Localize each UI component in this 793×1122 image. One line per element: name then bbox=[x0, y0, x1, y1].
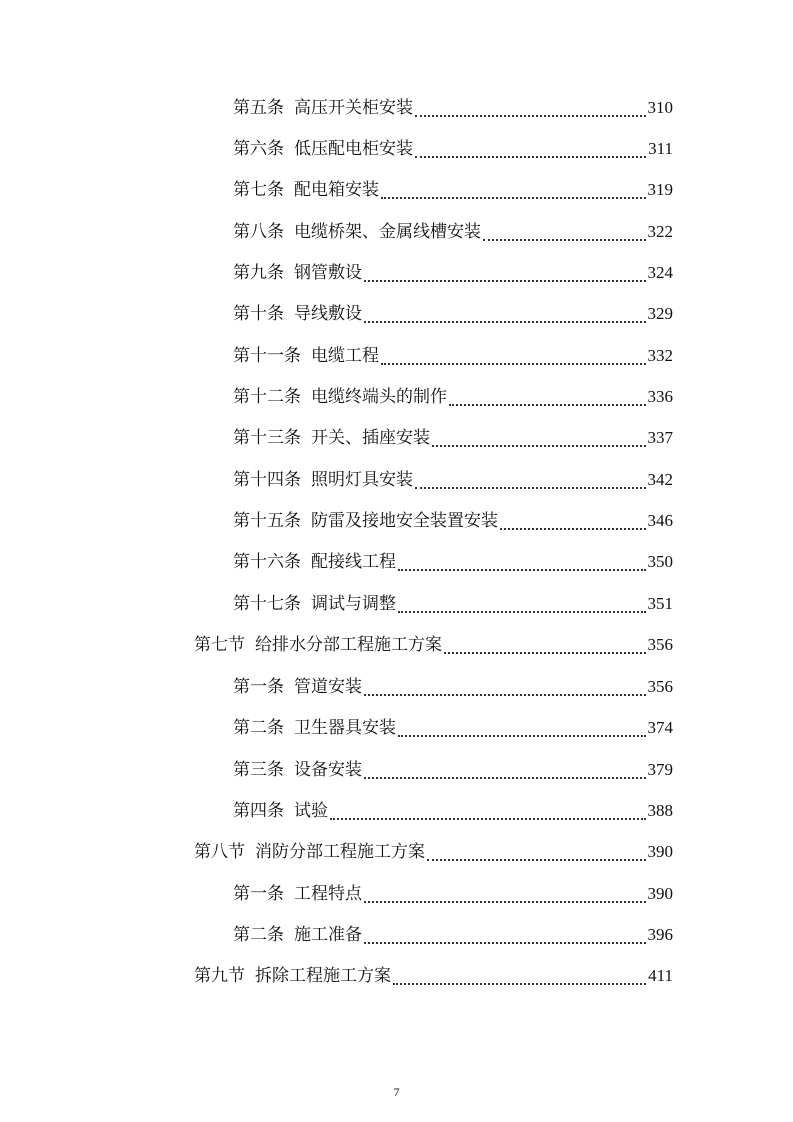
toc-entry-title: 电缆工程 bbox=[311, 346, 379, 366]
toc-entry-label: 第九条 bbox=[233, 263, 284, 283]
toc-leader-dots bbox=[364, 942, 646, 944]
toc-entry[interactable] bbox=[233, 420, 673, 456]
toc-entry[interactable] bbox=[233, 462, 673, 498]
toc-leader-dots bbox=[364, 321, 646, 323]
toc-entry-page: 396 bbox=[647, 925, 673, 944]
toc-entry-page: 388 bbox=[647, 801, 673, 820]
toc-entry-title: 电缆终端头的制作 bbox=[311, 387, 447, 407]
toc-entry-page: 351 bbox=[647, 594, 673, 613]
toc-leader-dots bbox=[364, 280, 646, 282]
toc-entry[interactable] bbox=[233, 876, 673, 912]
toc-leader-dots bbox=[381, 363, 646, 365]
toc-entry-label: 第十三条 bbox=[233, 428, 301, 448]
toc-entry-page: 356 bbox=[647, 635, 673, 654]
toc-leader-dots bbox=[393, 983, 646, 985]
toc-entry[interactable] bbox=[233, 255, 673, 291]
toc-entry-title: 钢管敷设 bbox=[294, 263, 362, 283]
toc-leader-dots bbox=[415, 487, 646, 489]
toc-entry-title: 防雷及接地安全装置安装 bbox=[311, 511, 498, 531]
toc-entry-page: 310 bbox=[647, 98, 673, 117]
toc-leader-dots bbox=[398, 735, 646, 737]
toc-entry-title: 配电箱安装 bbox=[294, 180, 379, 200]
toc-entry-title: 低压配电柜安装 bbox=[294, 139, 413, 159]
toc-entry-title: 消防分部工程施工方案 bbox=[255, 842, 425, 862]
toc-leader-dots bbox=[364, 694, 646, 696]
toc-entry-page: 346 bbox=[647, 511, 673, 530]
toc-leader-dots bbox=[483, 239, 646, 241]
toc-entry-page: 329 bbox=[647, 304, 673, 323]
toc-entry-label: 第六条 bbox=[233, 139, 284, 159]
toc-entry-title: 设备安装 bbox=[294, 760, 362, 780]
toc-entry-label: 第十一条 bbox=[233, 346, 301, 366]
toc-entry-title: 高压开关柜安装 bbox=[294, 98, 413, 118]
toc-leader-dots bbox=[381, 197, 646, 199]
toc-entry-page: 411 bbox=[648, 966, 673, 985]
toc-leader-dots bbox=[449, 404, 646, 406]
toc-entry[interactable] bbox=[233, 296, 673, 332]
toc-entry-label: 第九节 bbox=[194, 966, 245, 986]
toc-entry-label: 第一条 bbox=[233, 677, 284, 697]
toc-entry-title: 施工准备 bbox=[294, 925, 362, 945]
toc-entry-page: 337 bbox=[647, 428, 673, 447]
toc-entry-label: 第十条 bbox=[233, 304, 284, 324]
toc-entry-page: 332 bbox=[647, 346, 673, 365]
toc-entry-page: 342 bbox=[647, 470, 673, 489]
toc-entry-label: 第十六条 bbox=[233, 552, 301, 572]
toc-entry-label: 第十四条 bbox=[233, 470, 301, 490]
toc-entry-label: 第八节 bbox=[194, 842, 245, 862]
toc-entry-page: 324 bbox=[647, 263, 673, 282]
toc-entry-page: 350 bbox=[647, 552, 673, 571]
toc-entry-page: 322 bbox=[647, 222, 673, 241]
toc-section-entry[interactable] bbox=[194, 627, 673, 663]
toc-leader-dots bbox=[364, 901, 646, 903]
toc-entry-title: 卫生器具安装 bbox=[294, 718, 396, 738]
toc-entry[interactable] bbox=[233, 338, 673, 374]
toc-entry-page: 311 bbox=[648, 139, 673, 158]
toc-entry-page: 390 bbox=[647, 884, 673, 903]
toc-entry-label: 第八条 bbox=[233, 222, 284, 242]
toc-entry-title: 配接线工程 bbox=[311, 552, 396, 572]
toc-entry-label: 第七条 bbox=[233, 180, 284, 200]
toc-entry-page: 319 bbox=[647, 180, 673, 199]
toc-section-entry[interactable] bbox=[194, 958, 673, 994]
toc-entry[interactable] bbox=[233, 214, 673, 250]
toc-entry[interactable] bbox=[233, 379, 673, 415]
toc-section-entry[interactable] bbox=[194, 834, 673, 870]
toc-leader-dots bbox=[500, 528, 646, 530]
toc-leader-dots bbox=[398, 569, 646, 571]
toc-entry[interactable] bbox=[233, 172, 673, 208]
toc-entry[interactable] bbox=[233, 90, 673, 126]
toc-entry-page: 336 bbox=[647, 387, 673, 406]
toc-entry[interactable] bbox=[233, 586, 673, 622]
toc-entry-title: 拆除工程施工方案 bbox=[255, 966, 391, 986]
toc-entry[interactable] bbox=[233, 669, 673, 705]
toc-entry-label: 第五条 bbox=[233, 98, 284, 118]
toc-entry[interactable] bbox=[233, 131, 673, 167]
toc-entry-title: 管道安装 bbox=[294, 677, 362, 697]
toc-entry-label: 第七节 bbox=[194, 635, 245, 655]
toc-entry-title: 导线敷设 bbox=[294, 304, 362, 324]
toc-entry[interactable] bbox=[233, 917, 673, 953]
toc-entry-title: 试验 bbox=[294, 801, 328, 821]
toc-entry-label: 第十七条 bbox=[233, 594, 301, 614]
toc-leader-dots bbox=[398, 611, 646, 613]
toc-entry-label: 第一条 bbox=[233, 884, 284, 904]
toc-entry-label: 第十五条 bbox=[233, 511, 301, 531]
toc-entry-page: 356 bbox=[647, 677, 673, 696]
toc-entry[interactable] bbox=[233, 793, 673, 829]
toc-entry-page: 374 bbox=[647, 718, 673, 737]
toc-leader-dots bbox=[415, 156, 646, 158]
toc-entry-label: 第十二条 bbox=[233, 387, 301, 407]
toc-leader-dots bbox=[330, 818, 646, 820]
toc-leader-dots bbox=[444, 652, 646, 654]
toc-entry-title: 调试与调整 bbox=[311, 594, 396, 614]
toc-leader-dots bbox=[415, 115, 646, 117]
toc-entry-title: 给排水分部工程施工方案 bbox=[255, 635, 442, 655]
toc-leader-dots bbox=[364, 777, 646, 779]
toc-entry[interactable] bbox=[233, 710, 673, 746]
toc-entry-title: 开关、插座安装 bbox=[311, 428, 430, 448]
toc-entry-title: 电缆桥架、金属线槽安装 bbox=[294, 222, 481, 242]
toc-entry-label: 第四条 bbox=[233, 801, 284, 821]
toc-entry-label: 第二条 bbox=[233, 718, 284, 738]
toc-entry-label: 第三条 bbox=[233, 760, 284, 780]
toc-entry-title: 工程特点 bbox=[294, 884, 362, 904]
toc-entry[interactable] bbox=[233, 503, 673, 539]
page-number: 7 bbox=[393, 1085, 400, 1099]
toc-entry[interactable] bbox=[233, 544, 673, 580]
toc-entry-page: 379 bbox=[647, 760, 673, 779]
toc-entry-title: 照明灯具安装 bbox=[311, 470, 413, 490]
toc-entry-page: 390 bbox=[647, 842, 673, 861]
toc-entry[interactable] bbox=[233, 752, 673, 788]
toc-entry-label: 第二条 bbox=[233, 925, 284, 945]
toc-leader-dots bbox=[427, 859, 646, 861]
toc-leader-dots bbox=[432, 445, 646, 447]
